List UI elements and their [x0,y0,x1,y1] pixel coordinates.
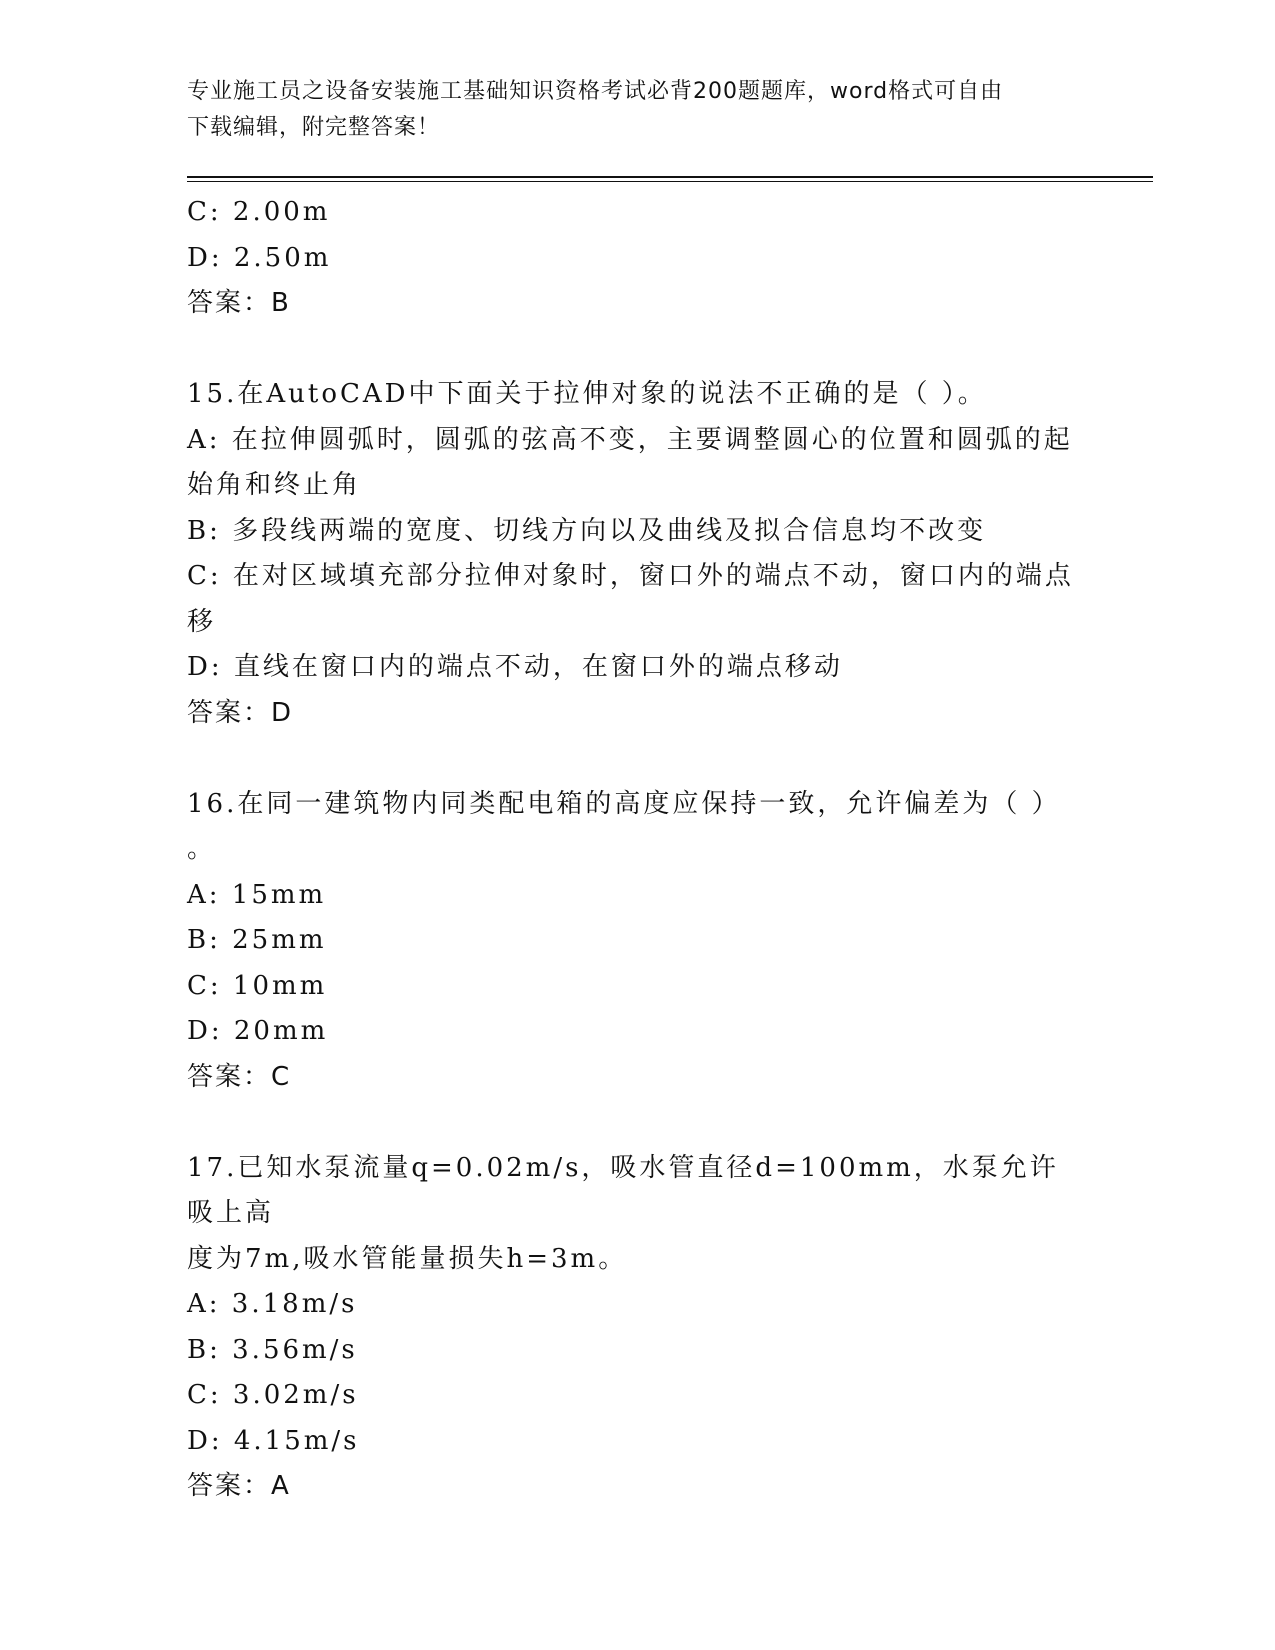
document-header [187,74,1067,146]
option-d: D: 4.15m/s [187,1425,360,1456]
option-c: C: 10mm [187,970,328,1001]
question-content [187,190,1087,1510]
option-c: C: 3.02m/s [187,1380,359,1410]
option-d: D: 直线在窗口内的端点不动，在窗口外的端点移动 [187,652,843,682]
question-15 [187,372,1087,736]
question-stem: 17.已知水泵流量q=0.02m/s，吸水管直径d=100mm，水泵允许吸上高 [187,1152,1059,1228]
question-stem-continuation: 度为7m,吸水管能量损失h=3m。 [187,1243,628,1274]
question-stem: 16.在同一建筑物内同类配电箱的高度应保持一致，允许偏差为（ ） [187,788,1061,819]
spacer [187,1100,1087,1146]
previous-question-block [187,190,1087,327]
header-line-2: 下载编辑，附完整答案！ [187,115,441,140]
header-divider-thin [187,181,1153,182]
spacer [187,327,1087,373]
question-stem: 15.在AutoCAD中下面关于拉伸对象的说法不正确的是（ ）。 [187,379,987,409]
answer-line: 答案：A [187,1471,291,1501]
question-17 [187,1146,1087,1510]
option-b: B: 多段线两端的宽度、切线方向以及曲线及拟合信息均不改变 [187,515,987,546]
answer-line: 答案：B [187,288,291,318]
option-c: C: 2.00m [187,197,331,227]
option-c-continuation: 移 [187,606,217,637]
option-a-continuation: 始角和终止角 [187,470,362,500]
question-stem-continuation: 。 [187,834,217,864]
answer-line: 答案：D [187,697,294,728]
option-a: A: 在拉伸圆弧时，圆弧的弦高不变，主要调整圆心的位置和圆弧的起 [187,424,1073,455]
option-d: D: 20mm [187,1016,329,1046]
option-a: A: 15mm [187,879,327,910]
option-c: C: 在对区域填充部分拉伸对象时，窗口外的端点不动，窗口内的端点 [187,561,1074,591]
option-b: B: 25mm [187,925,327,955]
header-line-1: 专业施工员之设备安装施工基础知识资格考试必背200题题库，word格式可自由 [187,79,1004,104]
answer-line: 答案：C [187,1061,292,1092]
header-divider-thick [187,176,1153,178]
spacer [187,736,1087,782]
option-b: B: 3.56m/s [187,1334,358,1365]
option-a: A: 3.18m/s [187,1289,358,1319]
option-d: D: 2.50m [187,242,332,273]
question-16 [187,782,1087,1101]
